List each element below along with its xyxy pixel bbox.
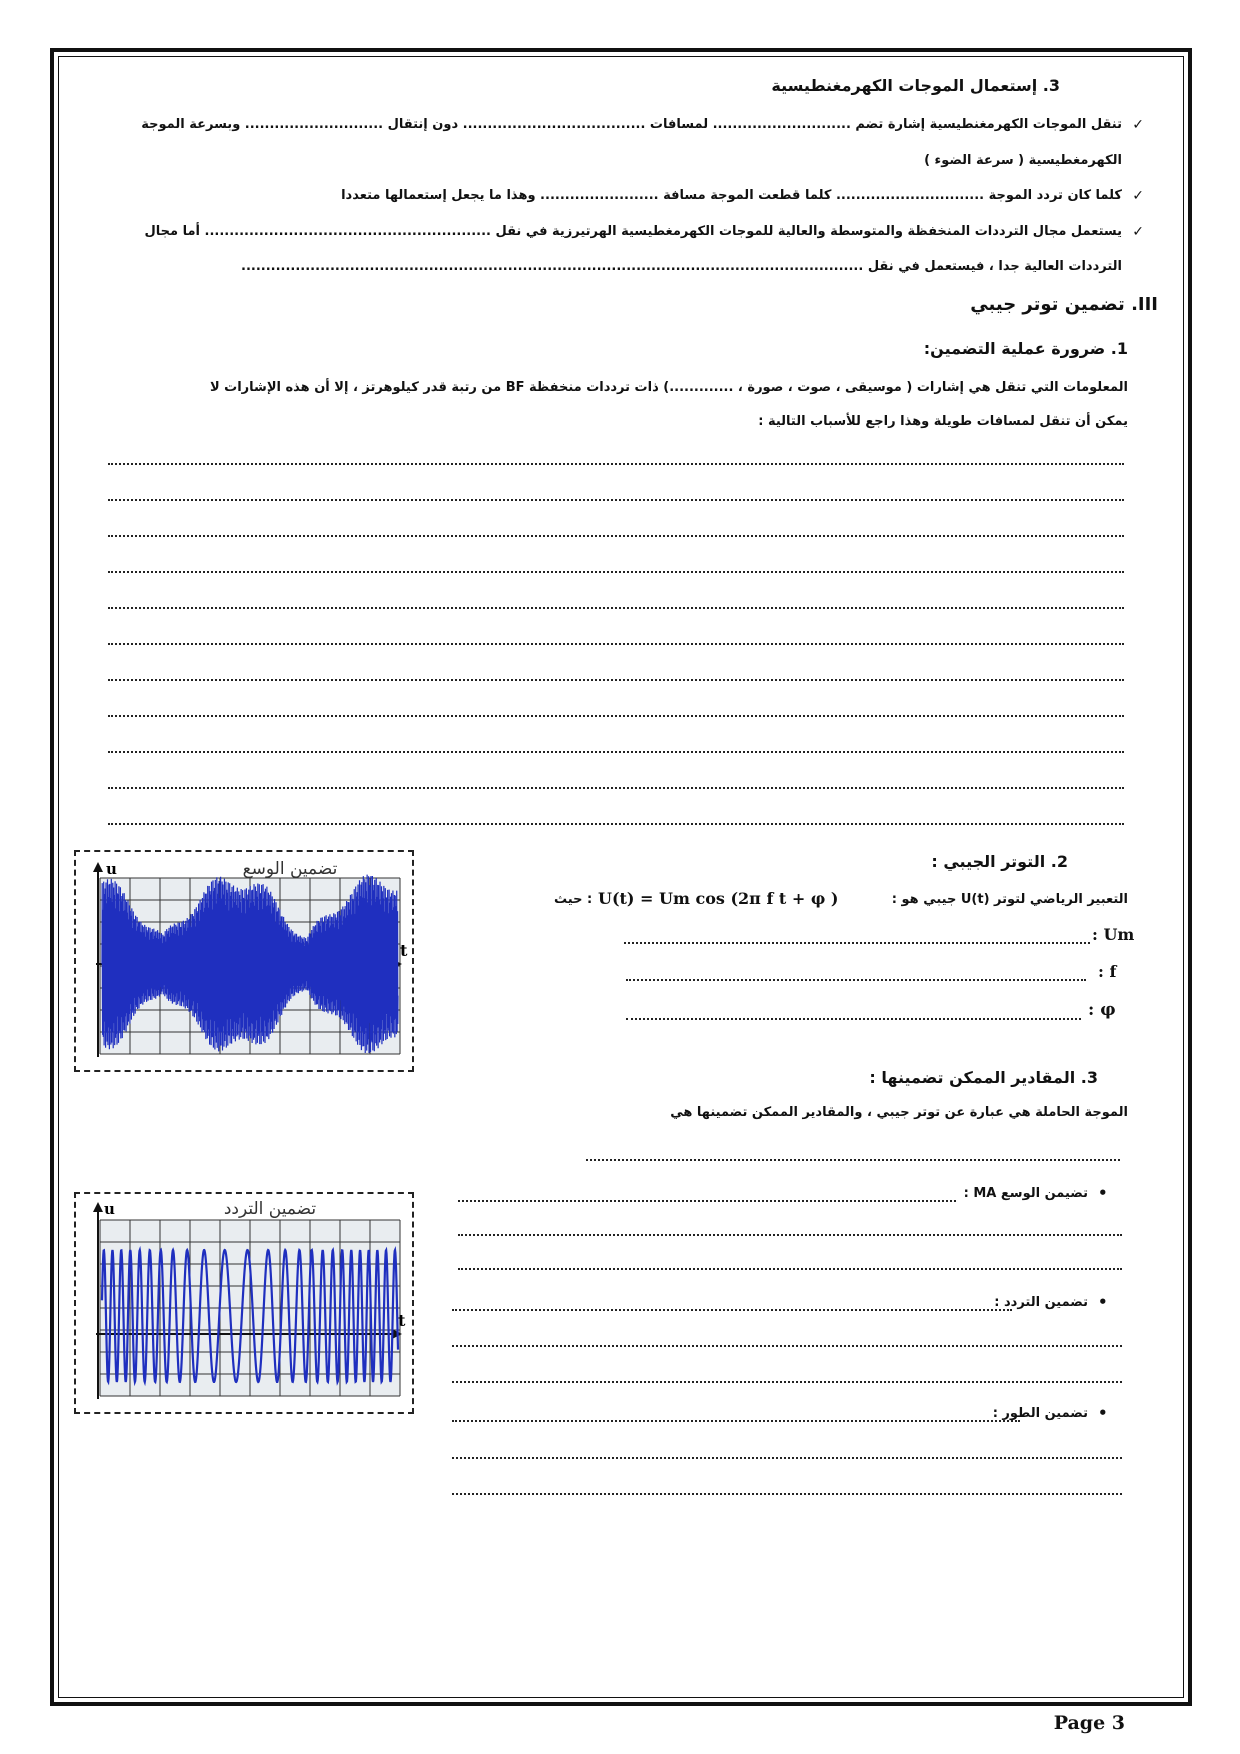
fm-figure-title: تضمين التردد xyxy=(223,1199,317,1219)
check-icon: ✓ xyxy=(1132,117,1144,133)
answer-line xyxy=(108,607,1124,609)
fm-oscillogram xyxy=(76,1194,412,1412)
u-arrow-icon xyxy=(93,1202,103,1212)
axis-u-label: u xyxy=(106,860,117,878)
answer-line xyxy=(108,787,1124,789)
subsection-2-title: 2. التوتر الجيبي : xyxy=(931,852,1068,871)
u-arrow-icon xyxy=(93,862,103,872)
answer-line xyxy=(108,679,1124,681)
axis-u-label: u xyxy=(104,1200,115,1218)
bullet-icon: • xyxy=(1098,1184,1108,1202)
s3-line-2: كلما كان تردد الموجة .............................. كلما قطعت الموجة مسافة ........................ وهذا ما يجعل إستعمالها متعددا xyxy=(341,188,1122,203)
am-figure-title: تضمين الوسع xyxy=(242,859,338,879)
am-oscillogram xyxy=(76,852,412,1070)
p2-where: : حيث xyxy=(554,892,593,907)
axis-t-label: t xyxy=(400,941,408,960)
answer-line xyxy=(458,1268,1122,1270)
bullet-icon: • xyxy=(1098,1404,1108,1422)
part-3-title: III. تضمين توتر جيبي xyxy=(970,294,1158,315)
p1-line-1: المعلومات التي تنقل هي إشارات ( موسيقى ، صوت ، صورة ، .............) ذات ترددات منخفظة BF من رتبة قدر كيلوهرتز ، إلا أن هذه الإشارات لا xyxy=(209,380,1128,395)
answer-line xyxy=(452,1381,1122,1383)
s3-line-1: تنقل الموجات الكهرمغنطيسية إشارة تضم ............................ لمسافات ..................................... دون إنتقال ............................ وبسرعة الموجة xyxy=(141,117,1122,132)
answer-line xyxy=(108,499,1124,501)
s3-line-3b: الترددات العالية جدا ، فيستعمل في نقل .............................................................................................................................. xyxy=(241,259,1122,274)
answer-line xyxy=(452,1493,1122,1495)
answer-line xyxy=(452,1345,1122,1347)
p3-line-1: الموجة الحاملة هي عبارة عن توتر جيبي ، والمقادير الممكن تضمينها هي xyxy=(670,1105,1128,1120)
answer-line xyxy=(452,1309,1012,1311)
answer-line xyxy=(458,1200,956,1202)
bullet-icon: • xyxy=(1098,1293,1108,1311)
bullet-fm-label: تضمين التردد : xyxy=(994,1295,1088,1310)
answer-line xyxy=(586,1159,1120,1161)
bullet-am-label: تضيمن الوسع MA : xyxy=(963,1186,1088,1201)
page-number: Page 3 xyxy=(1053,1712,1125,1734)
answer-line xyxy=(108,643,1124,645)
s3-line-1b: الكهرمغطيسية ( سرعة الضوء ) xyxy=(924,153,1122,168)
um-label: : Um xyxy=(1092,925,1135,944)
bullet-pm-label: تضمين الطور : xyxy=(992,1406,1088,1421)
f-label: : f xyxy=(1098,962,1117,981)
answer-line xyxy=(626,1018,1081,1020)
answer-line xyxy=(108,715,1124,717)
answer-line xyxy=(108,535,1124,537)
p2-expression-label: التعبير الرياضي لتوتر U(t) جيبي هو : xyxy=(891,892,1128,907)
answer-line xyxy=(108,571,1124,573)
answer-line xyxy=(452,1420,1020,1422)
answer-line xyxy=(452,1457,1122,1459)
sine-formula: U(t) = Um cos (2π f t + φ ) xyxy=(598,889,839,908)
subsection-1-title: 1. ضرورة عملية التضمين: xyxy=(923,339,1128,358)
answer-line xyxy=(626,979,1086,981)
answer-line xyxy=(458,1234,1122,1236)
p1-line-2: يمكن أن تنقل لمسافات طويلة وهذا راجع للأسباب التالية : xyxy=(758,414,1128,429)
fm-figure xyxy=(74,1192,414,1414)
subsection-3-title: 3. المقادير الممكن تضمينها : xyxy=(869,1068,1098,1087)
s3-line-3: يستعمل مجال الترددات المنخفظة والمتوسطة والعالية للموجات الكهرمغطيسية الهرتيرزية في نقل .......................................................... أما مجال xyxy=(144,224,1122,239)
check-icon: ✓ xyxy=(1132,224,1144,240)
check-icon: ✓ xyxy=(1132,188,1144,204)
answer-line xyxy=(108,823,1124,825)
am-figure xyxy=(74,850,414,1072)
answer-line xyxy=(108,751,1124,753)
axis-t-label: t xyxy=(398,1311,406,1330)
section-3-title: 3. إستعمال الموجات الكهرمغنطيسية xyxy=(771,76,1060,95)
answer-line xyxy=(108,463,1124,465)
answer-line xyxy=(624,942,1090,944)
phi-label: : φ xyxy=(1088,1000,1116,1020)
